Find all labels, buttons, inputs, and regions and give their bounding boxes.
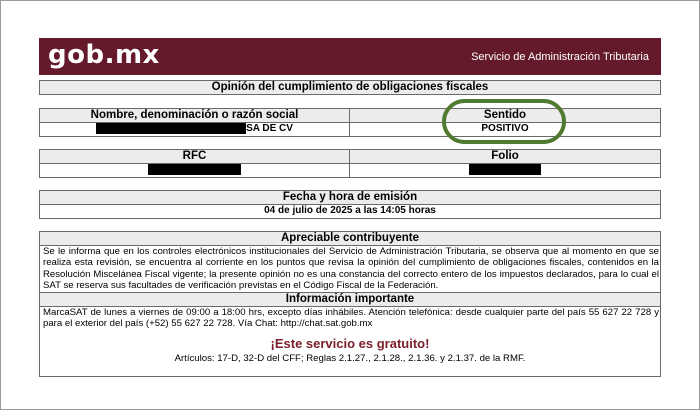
emission-header: Fecha y hora de emisión	[40, 191, 660, 205]
notice-box	[39, 231, 661, 377]
sentido-value: POSITIVO	[481, 123, 529, 134]
folio-redaction	[469, 164, 541, 175]
folio-value	[350, 164, 660, 176]
document-title-box	[39, 80, 661, 95]
rfc-redaction	[148, 164, 241, 175]
notice-body: Se le informa que en los controles electrónicos institucionales del Servicio de Administración Tributaria, se observa que al momento en que se realiza esta revisión, se encuentra al corriente en los puntos que revisa la opinión del cumplimiento de obligaciones fiscales, contenidos en la Resolución Miscelánea Fiscal vigente; la presente opinión no es una constancia del correcto entero de los impuestos declarados, para lo cual el SAT se reserva sus facultades de verificación previstas en el Código Fiscal de la Federación.	[43, 246, 659, 292]
sentido-header: Sentido	[350, 109, 660, 123]
free-service-notice: ¡Este servicio es gratuito!	[270, 336, 430, 352]
important-body: MarcaSAT de lunes a viernes de 09:00 a 18:00 hrs, excepto días inhábiles. Atención telefónica: desde cualquier parte del país 55 627 22 728 y para el exterior del país (+52) 55 627 22 728. Vía Chat: http://chat.sat.gob.mx	[43, 306, 659, 330]
gobmx-logo: gob.mx	[48, 40, 160, 70]
rfc-header: RFC	[40, 150, 349, 164]
name-suffix: SA DE CV	[246, 123, 293, 135]
emission-value: 04 de julio de 2025 a las 14:05 horas	[264, 205, 436, 216]
folio-box	[349, 149, 661, 178]
name-header: Nombre, denominación o razón social	[40, 109, 349, 123]
document-title: Opinión del cumplimiento de obligaciones fiscales	[40, 81, 660, 94]
header-banner	[39, 38, 661, 75]
important-header: Información importante	[40, 292, 660, 307]
rfc-value	[40, 164, 349, 176]
notice-header: Apreciable contribuyente	[40, 232, 660, 246]
name-value	[40, 123, 349, 135]
name-redaction	[96, 123, 246, 134]
name-box	[39, 108, 350, 137]
legal-articles: Artículos: 17-D, 32-D del CFF; Reglas 2.1.27., 2.1.28., 2.1.36. y 2.1.37. de la RMF.	[174, 353, 526, 365]
emission-box	[39, 190, 661, 219]
rfc-box	[39, 149, 350, 178]
folio-header: Folio	[350, 150, 660, 164]
service-name: Servicio de Administración Tributaria	[471, 51, 649, 63]
sentido-highlight-circle	[442, 99, 566, 144]
